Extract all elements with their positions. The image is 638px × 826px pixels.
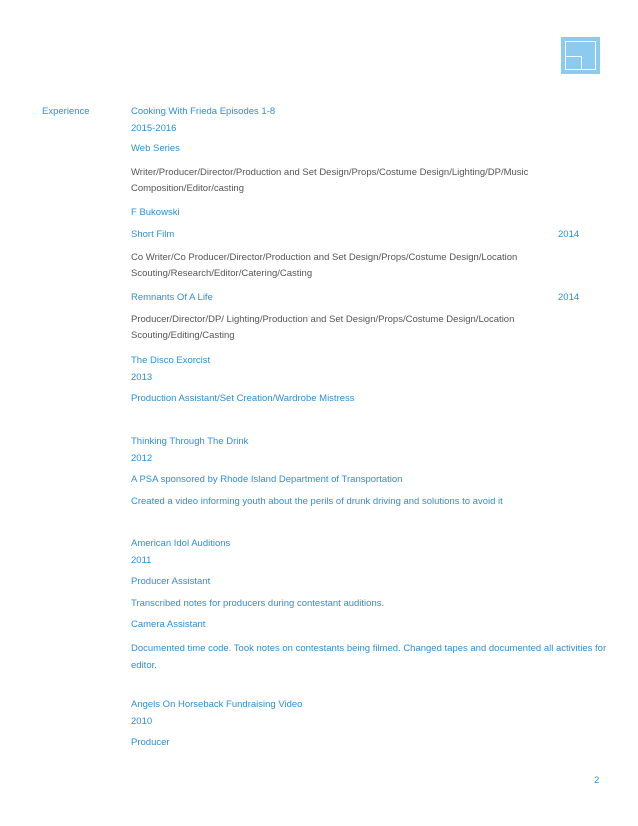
entry-4-year: 2013 [131,372,153,383]
entry-6-role-1: Producer Assistant [131,576,211,587]
section-label-experience: Experience [42,106,90,117]
entry-4-role: Production Assistant/Set Creation/Wardrobe Mistress [131,393,355,404]
logo-badge [561,37,600,74]
entry-5-title: Thinking Through The Drink [131,436,249,447]
entry-6-title: American Idol Auditions [131,538,231,549]
entry-6-role-2: Camera Assistant [131,619,206,630]
entry-7-role: Producer [131,737,170,748]
entry-3-year: 2014 [558,292,580,303]
entry-2-year: 2014 [558,229,580,240]
entry-1-category: Web Series [131,143,180,154]
entry-5-year: 2012 [131,453,153,464]
entry-7-title: Angels On Horseback Fundraising Video [131,699,303,710]
entry-1-title: Cooking With Frieda Episodes 1-8 [131,106,276,117]
entry-5-sponsor: A PSA sponsored by Rhode Island Department of Transportation [131,474,403,485]
entry-6-year: 2011 [131,555,152,566]
entry-2-title: F Bukowski [131,207,180,218]
entry-3-title: Remnants Of A Life [131,292,213,303]
entry-6-role-2-description: Documented time code. Took notes on contestants being filmed. Changed tapes and documented all activities for editor. [131,643,607,671]
entry-6-role-1-description: Transcribed notes for producers during contestant auditions. [131,598,385,609]
page-number: 2 [594,775,600,786]
entry-4-title: The Disco Exorcist [131,355,211,366]
entry-2-category: Short Film [131,229,175,240]
entry-7-year: 2010 [131,716,153,727]
entry-5-description: Created a video informing youth about the perils of drunk driving and solutions to avoid it [131,496,503,507]
entry-2-description: Co Writer/Co Producer/Director/Production and Set Design/Props/Costume Design/Location Scouting/Research/Editor/Catering/Casting [131,252,518,279]
entry-1-description: Writer/Producer/Director/Production and Set Design/Props/Costume Design/Lighting/DP/Music Composition/Editor/casting [131,167,529,194]
entry-1-year: 2015-2016 [131,123,177,134]
entry-3-description: Producer/Director/DP/ Lighting/Production and Set Design/Props/Costume Design/Location Scouting/Editing/Casting [131,314,515,341]
